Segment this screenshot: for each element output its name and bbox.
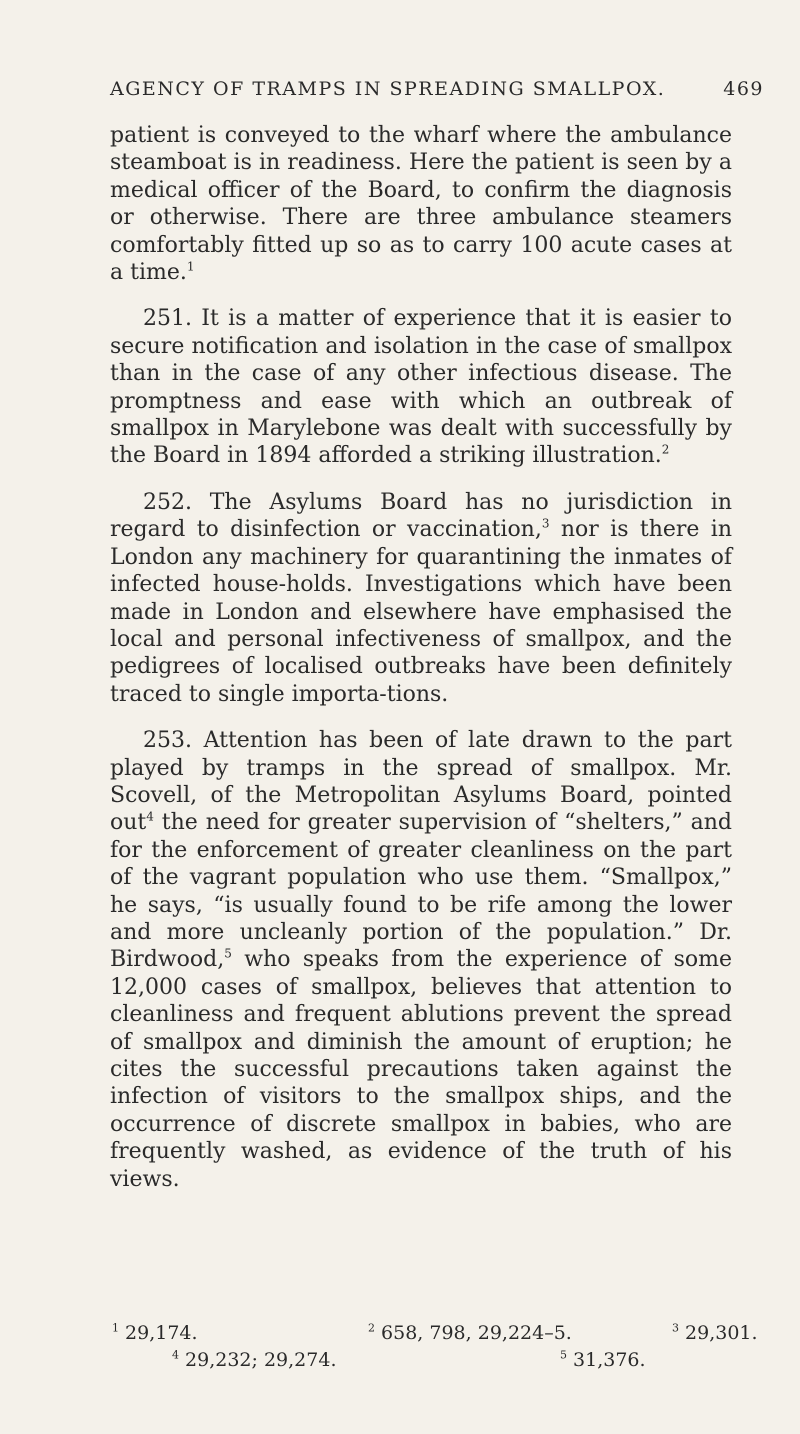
footnote-row	[110, 1347, 732, 1374]
footnote-ref: 5	[224, 947, 232, 962]
paragraph-text: the need for greater supervision of “shelters,” and for the enforcement of greater cleanliness on the part of the vagrant population who use them. “Smallpox,” he says, “is usually found to be rife among the lower and more uncleanly portion of the population.” Dr. Birdwood,	[110, 810, 732, 973]
footnote-1	[112, 1320, 198, 1347]
paragraph-251	[110, 305, 732, 469]
paragraph-text: 252. The Asylums Board has no jurisdiction in regard to disinfection or vaccination,	[110, 489, 732, 543]
footnote-2	[368, 1320, 572, 1347]
footnote-row	[110, 1320, 758, 1347]
footnote-mark: 1	[112, 1321, 119, 1335]
body-text	[110, 122, 732, 1193]
footnote-mark: 5	[560, 1348, 567, 1362]
page-number: 469	[723, 78, 764, 100]
footnote-ref: 1	[186, 259, 195, 274]
footnote-mark: 3	[672, 1321, 679, 1335]
footnote-ref: 3	[541, 516, 550, 531]
paragraph-text: 251. It is a matter of experience that it is easier to secure notification and isolation in the case of smallpox than in the case of any other infectious disease. The promptness and ease with which an outbreak of smallpox in Marylebone was dealt with successfully by the Board in 1894 afforded a striking illustration.	[110, 306, 732, 469]
footnotes	[110, 1320, 758, 1374]
footnote-text: 31,376.	[567, 1349, 646, 1371]
footnote-ref: 2	[661, 443, 670, 458]
footnote-text: 29,232; 29,274.	[179, 1349, 337, 1371]
paragraph-252	[110, 489, 732, 708]
footnote-text: 29,174.	[119, 1322, 198, 1344]
footnote-5	[560, 1347, 646, 1374]
footnote-mark: 4	[172, 1348, 179, 1362]
footnote-3	[672, 1320, 758, 1347]
paragraph-253	[110, 727, 732, 1193]
paragraph-text: patient is conveyed to the wharf where the ambulance steamboat is in readiness. Here the patient is seen by a medical officer of the Board, to confirm the diagnosis or otherwise. There are three ambulance steamers comfortably fitted up so as to carry 100 acute cases at a time.	[110, 123, 732, 286]
footnote-text: 658, 798, 29,224–5.	[375, 1322, 572, 1344]
paragraph-text: who speaks from the experience of some 12,000 cases of smallpox, believes that attention to cleanliness and frequent ablutions prevent the spread of smallpox and diminish the amount of eruption; he cites the successful precautions taken against the infection of visitors to the smallpox ships, and the occurrence of discrete smallpox in babies, who are frequently washed, as evidence of the truth of his views.	[110, 947, 732, 1192]
running-head-title: AGENCY OF TRAMPS IN SPREADING SMALLPOX.	[110, 78, 666, 100]
footnote-mark: 2	[368, 1321, 375, 1335]
paragraph-text: nor is there in London any machinery for quarantining the inmates of infected house-holds. Investigations which have been made in London and elsewhere have emphasised the local and personal infectiveness of smallpox, and the pedigrees of localised outbreaks have been definitely traced to single importa-tions.	[110, 517, 733, 707]
paragraph-text: 253. Attention has been of late drawn to the part played by tramps in the spread of smallpox. Mr. Scovell, of the Metropolitan Asylums Board, pointed out	[110, 728, 732, 836]
paragraph-continuation	[110, 122, 732, 286]
footnote-text: 29,301.	[679, 1322, 758, 1344]
footnote-ref: 4	[146, 810, 154, 825]
footnote-4	[172, 1347, 336, 1374]
